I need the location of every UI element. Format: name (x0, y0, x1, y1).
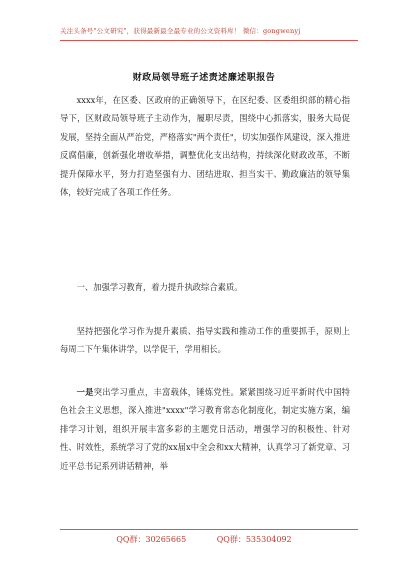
section-heading: 一、加强学习教育，着力提升执政综合素质。 (76, 282, 243, 292)
paragraph-intro: xxxx年，在区委、区政府的正确领导下，在区纪委、区委组织部的精心指导下，区财政局领导班子主动作为，履职尽责，围绕中心抓落实，服务大局促发展，坚持全面从严治党，严格落实"两个责任"，切实加强作风建设，深入推进反腐倡廉，创新强化增收举措，调整优化支出结构，持续深化财政改革，不断提升保障水平，努力打造坚强有力、团结进取、担当实干、勤政廉洁的领导集体，较好完成了各项工作任务。 (60, 95, 350, 198)
footer-qq-group-2: QQ群：535304092 (216, 535, 292, 544)
point-lead: 一是 (76, 387, 94, 397)
header-notice: 关注头条号"公文研究"，获得最新最全最专业的公文资料库！ 微信：gongwenyj (60, 27, 301, 35)
footer (0, 534, 408, 545)
point-text: 突出学习重点，丰富载体，锤炼党性。紧紧围绕习近平新时代中国特色社会主义思想，深入推进"xxxx"学习教育常态化制度化，制定实施方案，编排学习计划，组织开展丰富多彩的主题党日活动，增强学习的积极性、针对性、时效性，系统学习了党的xx届x中全会和xx大精神，认真学习了新党章、习近平总书记系列讲话精神，举 (60, 387, 350, 471)
document-title: 财政局领导班子述责述廉述职报告 (132, 73, 276, 83)
header-divider (60, 40, 358, 41)
footer-qq-group-1: QQ群：30265665 (116, 535, 187, 544)
footer-divider (60, 529, 358, 530)
paragraph-study: 坚持把强化学习作为提升素质、指导实践和推动工作的重要抓手，原则上每周二下午集体讲学，以学促干，学用相长。 (60, 326, 350, 355)
paragraph-first-point (60, 383, 350, 475)
